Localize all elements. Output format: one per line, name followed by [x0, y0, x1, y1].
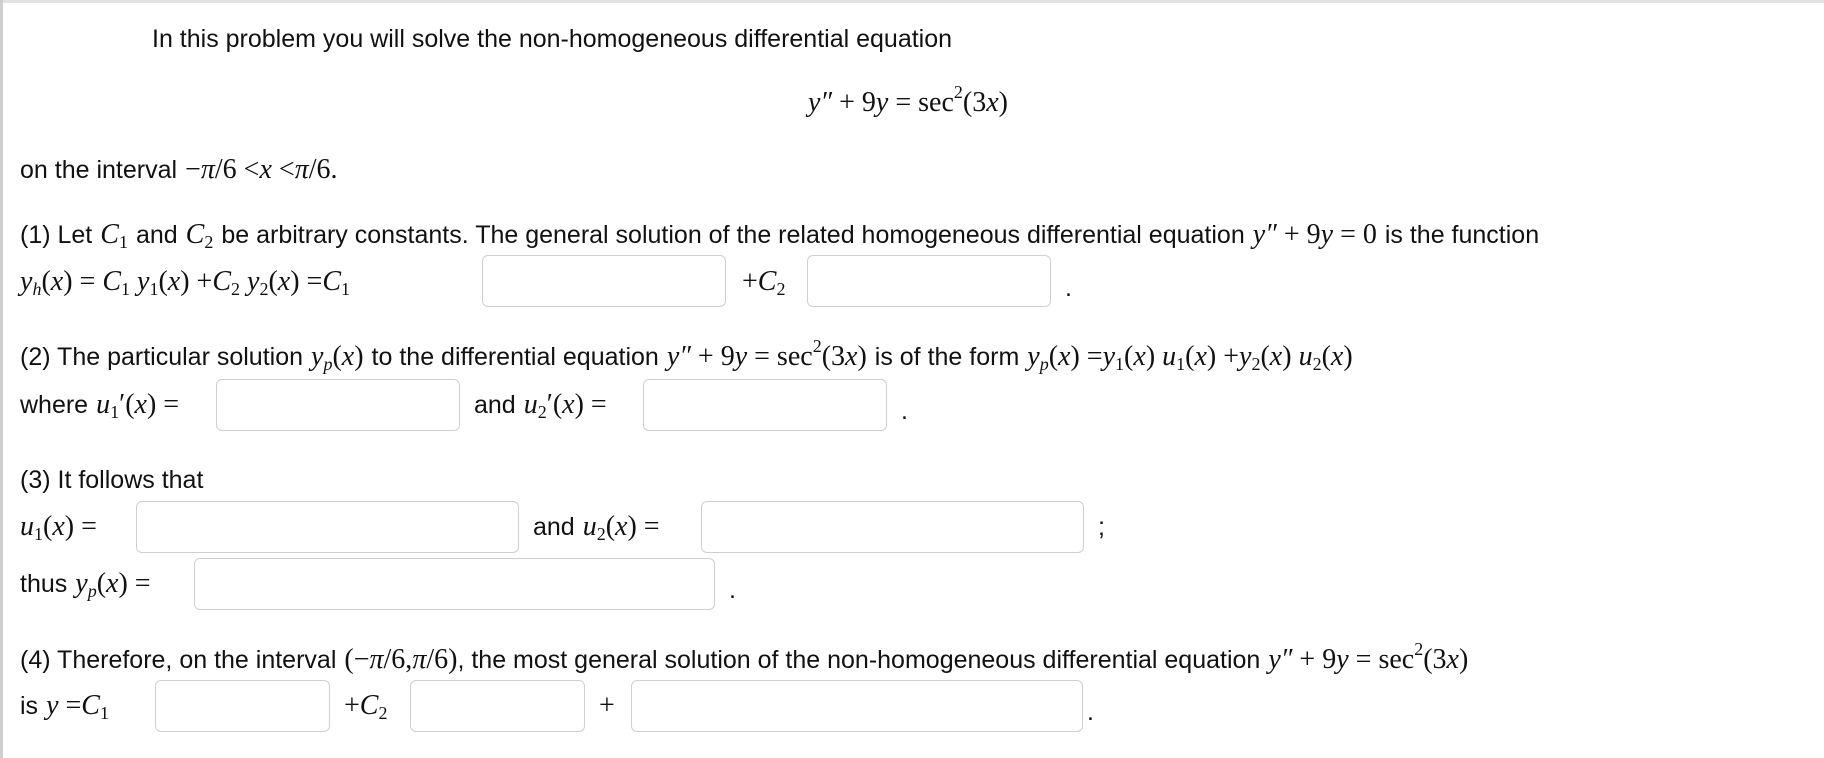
part1-yh-expression: y h ( x ) = C 1 y 1 ( x ) + C 2 y 2 ( x ) = C 1: [20, 266, 351, 299]
general-c2-term-input[interactable]: [410, 680, 585, 732]
part3-label: (3) It follows that: [20, 466, 204, 494]
is-y-c1-label: is y = C 1: [20, 690, 109, 723]
yp-answer-input[interactable]: [194, 558, 715, 610]
part2-where-u1p: where u 1 ′( x ) =: [20, 389, 180, 422]
general-c1-term-input[interactable]: [155, 680, 330, 732]
part1-line1: (1) Let C 1 and C 2 be arbitrary constants. The general solution of the related homogeneous differential equation y″ + 9 y = 0 is the function: [20, 219, 1540, 252]
thus-yp-label: thus y p ( x ) =: [20, 568, 151, 601]
semicolon: ;: [1098, 513, 1105, 541]
period: .: [1065, 274, 1072, 302]
interval-line: on the interval − π /6 < x < π /6.: [20, 154, 338, 185]
u2-prime-answer-input[interactable]: [643, 379, 887, 431]
plus-sign: +: [599, 690, 615, 721]
part2-line1: (2) The particular solution y p ( x ) to the differential equation y″ + 9 y = sec 2 (3 x ) is of the form y p ( x ) = y 1 ( x ) u 1 ( x ) + y 2 ( x ) u 2 ( x ): [20, 336, 1353, 374]
plus-c2-label: + C 2: [344, 690, 388, 723]
frame-left-border: [0, 0, 3, 758]
part3-and-u2: and u 2 ( x ) =: [533, 511, 660, 544]
y2-answer-input[interactable]: [807, 255, 1051, 307]
y1-answer-input[interactable]: [482, 255, 726, 307]
u1-answer-input[interactable]: [136, 501, 519, 553]
period: .: [1087, 698, 1094, 726]
part4-line1: (4) Therefore, on the interval (− π /6, π /6) , the most general solution of the non-homogeneous differential equation y″ + 9 y = sec 2 (3 x ): [20, 639, 1469, 675]
period: .: [901, 397, 908, 425]
u1-label: u 1 ( x ) =: [20, 511, 97, 544]
intro-text: In this problem you will solve the non-homogeneous differential equation: [152, 25, 953, 53]
u2-answer-input[interactable]: [701, 501, 1084, 553]
main-equation: y″ + 9 y = sec 2 (3 x ): [808, 82, 1008, 118]
part2-and-u2p: and u 2 ′( x ) =: [474, 389, 607, 422]
u1-prime-answer-input[interactable]: [216, 379, 460, 431]
frame-top-border: [0, 0, 1824, 3]
period: .: [729, 576, 736, 604]
general-particular-term-input[interactable]: [631, 680, 1083, 732]
plus-c2-label: + C 2: [742, 266, 786, 299]
